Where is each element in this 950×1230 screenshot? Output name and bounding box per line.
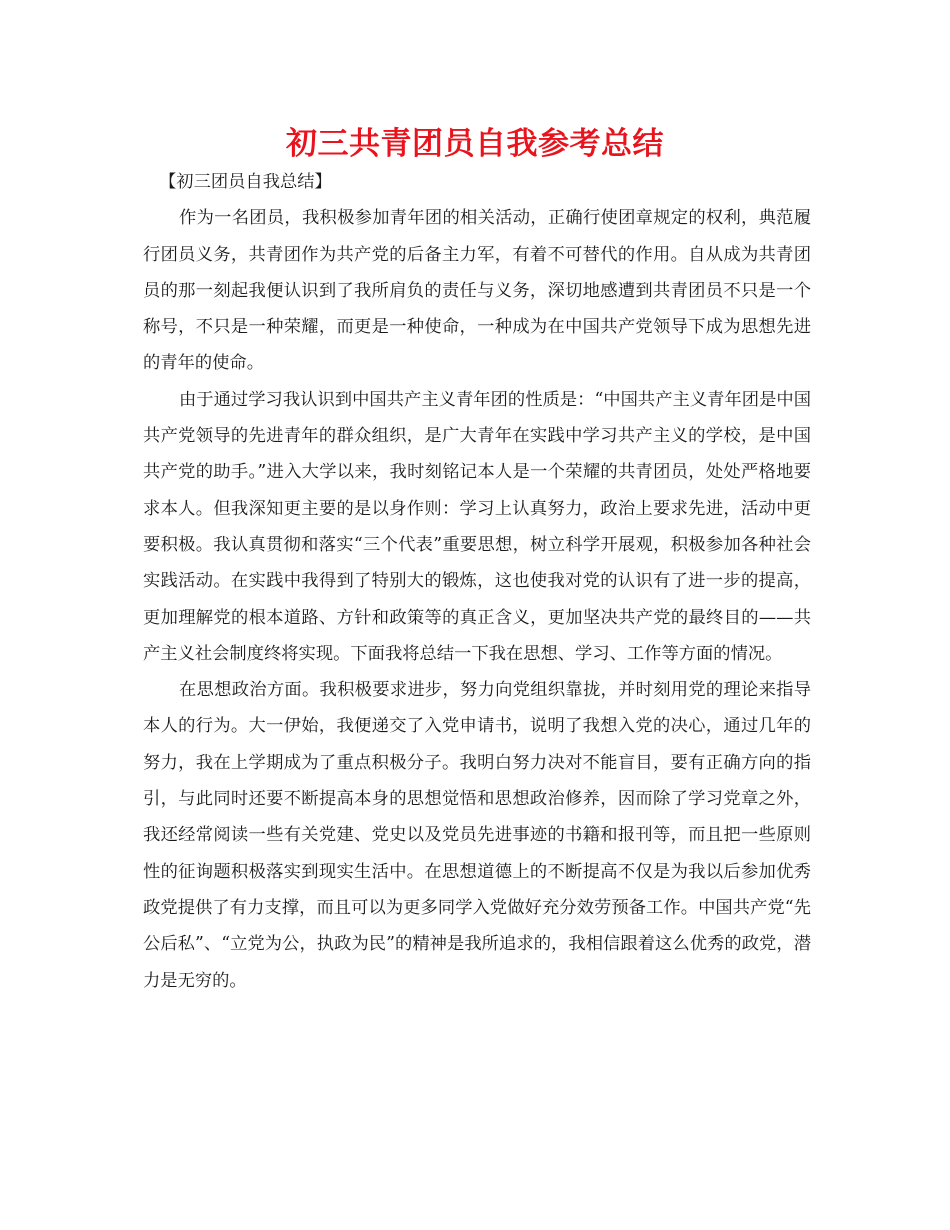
paragraph-3: 在思想政治方面。我积极要求进步，努力向党组织靠拢，并时刻用党的理论来指导本人的行为。大一伊始，我便递交了入党申请书，说明了我想入党的决心，通过几年的努力，我在上学期成为了重点积极分子。我明白努力决对不能盲目，要有正确方向的指引，与此同时还要不断提高本身的思想觉悟和思想政治修养，因而除了学习党章之外，我还经常阅读一些有关党建、党史以及党员先进事迹的书籍和报刊等，而且把一些原则性的征询题积极落实到现实生活中。在思想道德上的不断提高不仅是为我以后参加优秀政党提供了有力支撑，而且可以为更多同学入党做好充分效劳预备工作。中国共产党“先公后私”、“立党为公，执政为民”的精神是我所追求的，我相信跟着这么优秀的政党，潜力是无穷的。	[143, 680, 811, 991]
document-body	[143, 164, 811, 999]
section-subheading: 【初三团员自我总结】	[159, 172, 332, 192]
paragraph-1: 作为一名团员，我积极参加青年团的相关活动，正确行使团章规定的权利，典范履行团员义务，共青团作为共产党的后备主力军，有着不可替代的作用。自从成为共青团员的那一刻起我便认识到了我所肩负的责任与义务，深切地感遭到共青团员不只是一个称号，不只是一种荣耀，而更是一种使命，一种成为在中国共产党领导下成为思想先进的青年的使命。	[143, 208, 811, 374]
paragraph-2: 由于通过学习我认识到中国共产主义青年团的性质是：“中国共产主义青年团是中国共产党领导的先进青年的群众组织，是广大青年在实践中学习共产主义的学校，是中国共产党的助手。”进入大学以来，我时刻铭记本人是一个荣耀的共青团员，处处严格地要求本人。但我深知更主要的是以身作则：学习上认真努力，政治上要求先进，活动中更要积极。我认真贯彻和落实“三个代表”重要思想，树立科学开展观，积极参加各种社会实践活动。在实践中我得到了特别大的锻炼，这也使我对党的认识有了进一步的提高，更加理解党的根本道路、方针和政策等的真正含义，更加坚决共产党的最终目的——共产主义社会制度终将实现。下面我将总结一下我在思想、学习、工作等方面的情况。	[143, 389, 811, 664]
document-title: 初三共青团员自我参考总结	[286, 126, 664, 162]
